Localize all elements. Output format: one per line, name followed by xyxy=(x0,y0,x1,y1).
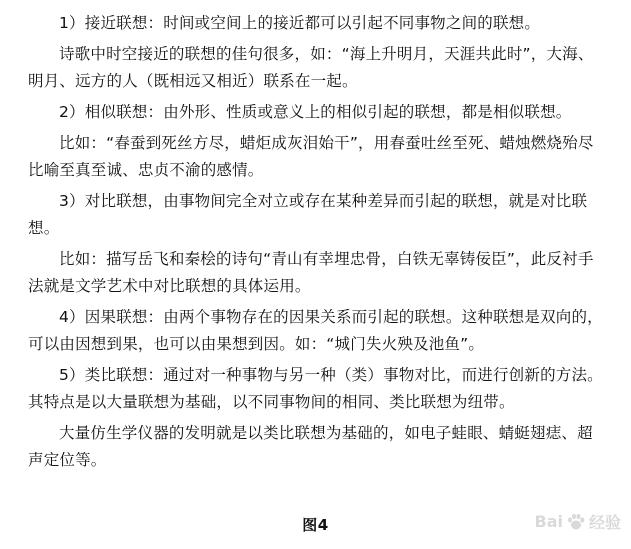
paragraph-5: 3）对比联想，由事物间完全对立或存在某种差异而引起的联想，就是对比联想。 xyxy=(28,192,588,237)
watermark xyxy=(535,510,622,533)
paragraph-7: 4）因果联想：由两个事物存在的因果关系而引起的联想。这种联想是双向的，可以由因想到果，也可以由果想到因。如：“城门失火殃及池鱼”。 xyxy=(28,308,603,353)
paragraph-1: 1）接近联想：时间或空间上的接近都可以引起不同事物之间的联想。 xyxy=(59,14,541,32)
paragraph-2: 诗歌中时空接近的联想的佳句很多，如：“海上升明月，天涯共此时”，大海、明月、远方的人（既相远又相近）联系在一起。 xyxy=(28,45,594,90)
paragraph-4: 比如：“春蚕到死丝方尽，蜡炬成灰泪始干”，用春蚕吐丝至死、蜡烛燃烧殆尽比喻至真至诚、忠贞不渝的感情。 xyxy=(28,134,594,179)
watermark-brand-text: 经验 xyxy=(588,513,621,532)
paragraph-9: 大量仿生学仪器的发明就是以类比联想为基础的，如电子蛙眼、蜻蜓翅痣、超声定位等。 xyxy=(28,424,593,469)
paragraph-3: 2）相似联想：由外形、性质或意义上的相似引起的联想，都是相似联想。 xyxy=(59,103,572,121)
document-body xyxy=(0,10,631,474)
paragraph-6: 比如：描写岳飞和秦桧的诗句“青山有幸埋忠骨，白铁无辜铸佞臣”，此反衬手法就是文学艺术中对比联想的具体运用。 xyxy=(28,250,594,295)
paragraph-8: 5）类比联想：通过对一种事物与另一种（类）事物对比，而进行创新的方法。其特点是以大量联想为基础，以不同事物间的相同、类比联想为纽带。 xyxy=(28,366,603,411)
watermark-logo-text: Bai xyxy=(534,512,563,531)
figure-caption: 图4 xyxy=(302,516,329,534)
paw-icon xyxy=(566,512,586,532)
